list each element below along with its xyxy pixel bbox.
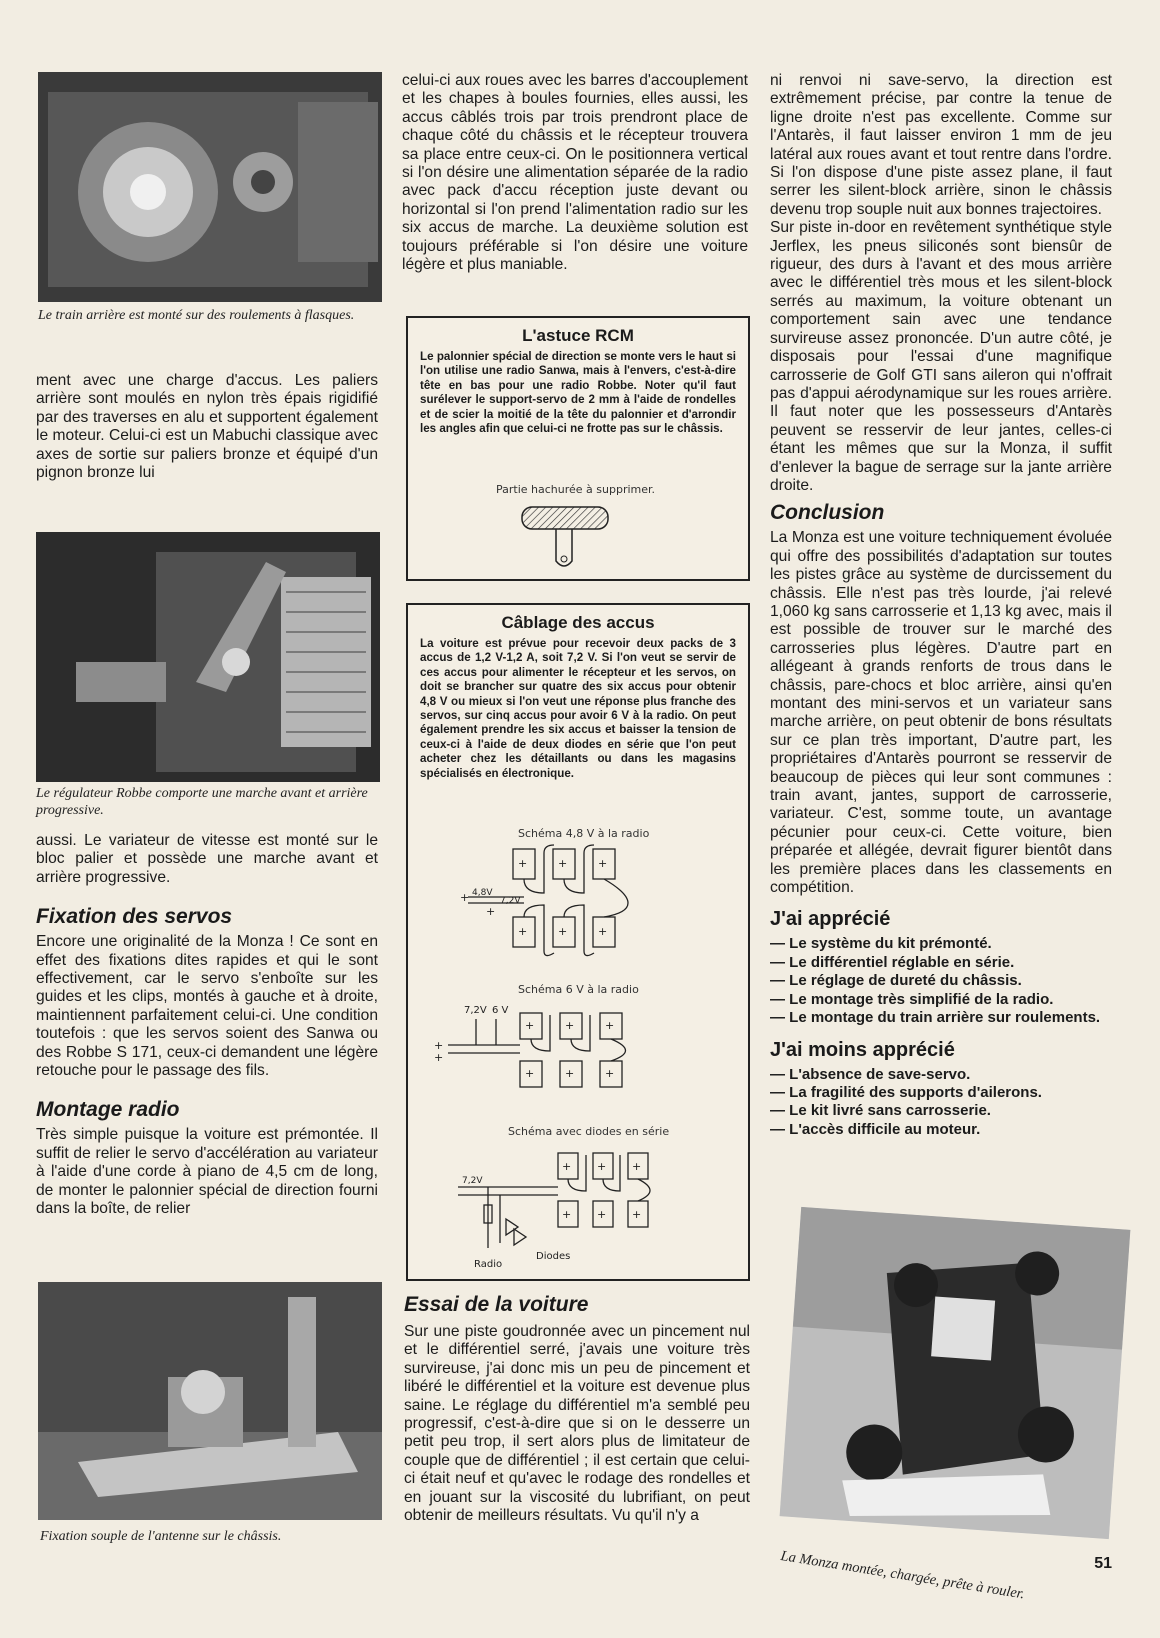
- schema-3-label: Schéma avec diodes en série: [508, 1125, 670, 1138]
- svg-text:+: +: [565, 1019, 575, 1032]
- col2-paragraph-2: Sur une piste goudronnée avec un pincement nul et le différentiel serré, j'avais une voiture très survireuse, j'ai donc mis un peu de pincement et libéré le différentiel et la voiture est devenue plus saine. Le réglage du différentiel m'a semblé peu progressif, c'est-à-dire que si on le desserre un petit peu trop, il sert alors plus de limitateur de couple que de différentiel ; il est certain que celui-ci était neuf et qu'avec le rodage des rondelles et en jouant sur la viscosité du lubrifiant, on peut obtenir de meilleurs résultats. Vu qu'il n'y a: [404, 1323, 750, 1525]
- svg-text:+: +: [525, 1067, 535, 1080]
- svg-text:+: +: [525, 1019, 535, 1032]
- col3-paragraph-1: ni renvoi ni save-servo, la direction est extrêmement précise, par contre la tenue de ligne droite n'est pas excellente. Comme sur l'Antarès, il faut laisser environ 1 mm de jeu latéral aux roues avant et tout rentre dans l'ordre. Si l'on dispose d'une piste assez plane, il faut serrer les silent-block arrière, sinon le châssis devenu trop souple nuit aux bonnes trajectoires.: [770, 72, 1112, 218]
- svg-text:+: +: [632, 1160, 642, 1173]
- svg-text:+: +: [632, 1208, 642, 1221]
- col3-paragraph-2: Sur piste in-door en revêtement synthétique style Jerflex, les pneus siliconés sont biensûr de rigueur, des durs à l'avant et des mous arrière avec le différentiel très mous et les silent-block serrés au maximum, la voiture obtenant un comportement sain avec une tendance survireuse assez prononcée. D'un autre côté, je disposais pour l'essai d'une magnifique carrosserie de Golf GTI sans aileron qui n'offrait pas d'appui aérodynamique sur les roues arrière. Il faut noter que les possesseurs d'Antarès peuvent se resservir de leur jantes, celles-ci étant les mêmes que sur la Monza, il suffit d'enlever la bague de serrage sur la jante arrière droite.: [770, 219, 1112, 494]
- svg-text:+: +: [598, 925, 608, 938]
- svg-text:+: +: [562, 1208, 572, 1221]
- list-item: — L'accès difficile au moteur.: [770, 1120, 981, 1138]
- col1-paragraph-1: ment avec une charge d'accus. Les paliers arrière sont moulés en nylon très épais rigidifié par des traverses en alu et supportent également le moteur. Celui-ci est un Mabuchi classique avec axes de sortie sur paliers bronze et équipé d'un pignon bronze lui: [36, 372, 378, 482]
- list-item: — Le différentiel réglable en série.: [770, 953, 1015, 971]
- col2-paragraph-1: celui-ci aux roues avec les barres d'accouplement et les chapes à boules fournies, elles aussi, les accus câblés trois par trois prendront place de chaque côté du châssis et le récepteur trouvera sa place entre ceux-ci. On le positionnera vertical si l'on désire une alimentation séparée de la radio avec pack d'accu réception juste devant ou horizontal si l'on prend l'alimentation radio sur les six accus de marche. La deuxième solution est toujours préférable si l'on désire une voiture légère et plus maniable.: [402, 72, 748, 274]
- box-astuce-note: Partie hachurée à supprimer.: [496, 483, 656, 496]
- schema-1-label-72: 7,2V: [500, 896, 521, 906]
- heading-fixation-servos: Fixation des servos: [36, 905, 233, 929]
- svg-text:+: +: [486, 905, 496, 918]
- svg-text:+: +: [558, 925, 568, 938]
- photo-antenna: [38, 1282, 382, 1520]
- caption-antenna: Fixation souple de l'antenne sur le châssis.: [40, 1529, 282, 1544]
- svg-text:+: +: [565, 1067, 575, 1080]
- photo-rear-train: [38, 72, 382, 302]
- schema-3-label-72: 7,2V: [462, 1176, 483, 1186]
- heading-jai-apprecie: J'ai apprécié: [770, 908, 891, 931]
- caption-rear-train: Le train arrière est monté sur des roulements à flasques.: [38, 308, 355, 323]
- palonnier-sketch: [516, 501, 616, 573]
- box-astuce-rcm: [406, 316, 750, 581]
- svg-text:+: +: [598, 857, 608, 870]
- svg-text:+: +: [597, 1208, 607, 1221]
- svg-text:+: +: [597, 1160, 607, 1173]
- svg-text:+: +: [558, 857, 568, 870]
- schema-2-label-72: 7,2V: [464, 1005, 487, 1016]
- col1-paragraph-4: Très simple puisque la voiture est prémontée. Il suffit de relier le servo d'accélération au variateur à l'aide d'une corde à piano de 4,5 cm de long, de monter le palonnier spécial de direction fourni dans la boîte, de relier: [36, 1126, 378, 1218]
- schema-1-label: Schéma 4,8 V à la radio: [518, 827, 650, 840]
- list-moins-apprecie: [770, 1066, 1112, 1140]
- svg-text:+: +: [518, 925, 528, 938]
- caption-monza: La Monza montée, chargée, prête à rouler.: [779, 1548, 1026, 1603]
- photo-monza: [780, 1207, 1131, 1539]
- schema-3-label-diodes: Diodes: [536, 1251, 571, 1262]
- list-item: — Le kit livré sans carrosserie.: [770, 1102, 991, 1120]
- caption-regulator: Le régulateur Robbe comporte une marche avant et arrière progressive.: [36, 786, 368, 818]
- box-astuce-text: Le palonnier spécial de direction se monte vers le haut si l'on utilise une radio Sanwa, mais à l'envers, c'est-à-dire tête en bas pour une radio Robbe. Noter qu'il faut surélever le support-servo de 2 mm à l'aide de rondelles et de scier la moitié de la tête du palonnier et d'arrondir les angles afin que celui-ci ne frotte pas sur le châssis.: [420, 350, 736, 436]
- col3-paragraph-3: La Monza est une voiture techniquement évoluée qui offre des possibilités d'adaptation sur toutes les pistes grâce au système de durcissement du châssis. Elle n'est pas très lourde, j'ai relevé 1,060 kg sans carrosserie et 1,13 kg avec, mais il est possible de trouver sur le marché des carrosseries plus légères. D'autre part en allégeant à grands renforts de trous dans le châssis, pare-chocs et bloc arrière, ainsi qu'en montant des mini-servos et un variateur sans marche arrière, on peut obtenir de bons résultats sur ce plan très important, D'autre part, les propriétaires d'Antarès pourront se resservir de beaucoup de pièces qui leur sont communes : train avant, jantes, support de carrosserie, variateur. C'est, somme toute, un avantage pécunier pour ceux-ci. Cette voiture, bien préparée et allégée, devrait figurer bientôt dans les première places dans les classements en compétition.: [770, 529, 1112, 897]
- schema-2-label: Schéma 6 V à la radio: [518, 983, 639, 996]
- svg-text:+: +: [518, 857, 528, 870]
- page-number: 51: [1094, 1555, 1112, 1572]
- box-astuce-title: L'astuce RCM: [522, 326, 634, 345]
- box-cablage-accus: [406, 603, 750, 1281]
- schema-2-diagram: [430, 999, 660, 1099]
- svg-text:+: +: [605, 1067, 615, 1080]
- heading-conclusion: Conclusion: [770, 501, 885, 525]
- col1-paragraph-2: aussi. Le variateur de vitesse est monté sur le bloc palier et possède une marche avant et arrière progressive.: [36, 832, 378, 886]
- heading-jai-moins-apprecie: J'ai moins apprécié: [770, 1038, 955, 1061]
- list-item: — La fragilité des supports d'ailerons.: [770, 1083, 1042, 1101]
- heading-montage-radio: Montage radio: [36, 1098, 180, 1122]
- svg-text:+: +: [605, 1019, 615, 1032]
- list-item: — Le montage très simplifié de la radio.: [770, 990, 1054, 1008]
- schema-3-label-radio: Radio: [474, 1259, 503, 1270]
- heading-essai-voiture: Essai de la voiture: [404, 1293, 589, 1316]
- list-item: — Le système du kit prémonté.: [770, 935, 992, 953]
- photo-regulator: [36, 532, 380, 782]
- schema-1-diagram: [458, 843, 658, 963]
- schema-3-diagram: [448, 1143, 668, 1273]
- schema-1-label-48: 4,8V: [472, 888, 493, 898]
- list-apprecie: [770, 935, 1112, 1027]
- svg-text:+: +: [460, 891, 470, 904]
- svg-text:+: +: [434, 1039, 444, 1052]
- svg-text:+: +: [562, 1160, 572, 1173]
- list-item: — L'absence de save-servo.: [770, 1065, 971, 1083]
- box-cablage-text: La voiture est prévue pour recevoir deux packs de 3 accus de 1,2 V-1,2 A, soit 7,2 V. Si l'on veut se servir de ces accus pour alimenter le récepteur et les servos, on doit se brancher sur quatre des six accus pour obtenir 4,8 V ou mieux si l'on veut une réponse plus franche des servos, sur cinq accus pour avoir 6 V à la radio. On peut également prendre les six accus et baisser la tension de ceux-ci à l'aide de deux diodes en série que l'on peut acheter chez les détaillants ou dans les magasins spécialisés en électronique.: [420, 637, 736, 780]
- schema-2-label-6: 6 V: [492, 1005, 509, 1016]
- list-item: — Le réglage de dureté du châssis.: [770, 972, 1022, 990]
- svg-text:+: +: [434, 1051, 444, 1064]
- list-item: — Le montage du train arrière sur roulements.: [770, 1009, 1101, 1027]
- box-cablage-title: Câblage des accus: [501, 613, 655, 632]
- col1-paragraph-3: Encore une originalité de la Monza ! Ce sont en effet des fixations dites rapides et qui le sont effectivement, car le servo s'enboîte sur les guides et les clips, montés à gauche et à droite, maintiennent parfaitement celui-ci. Une condition toutefois : que les servos soient des Sanwa ou des Robbe S 171, ceux-ci demandent une légère retouche pour le passage des fils.: [36, 933, 378, 1080]
